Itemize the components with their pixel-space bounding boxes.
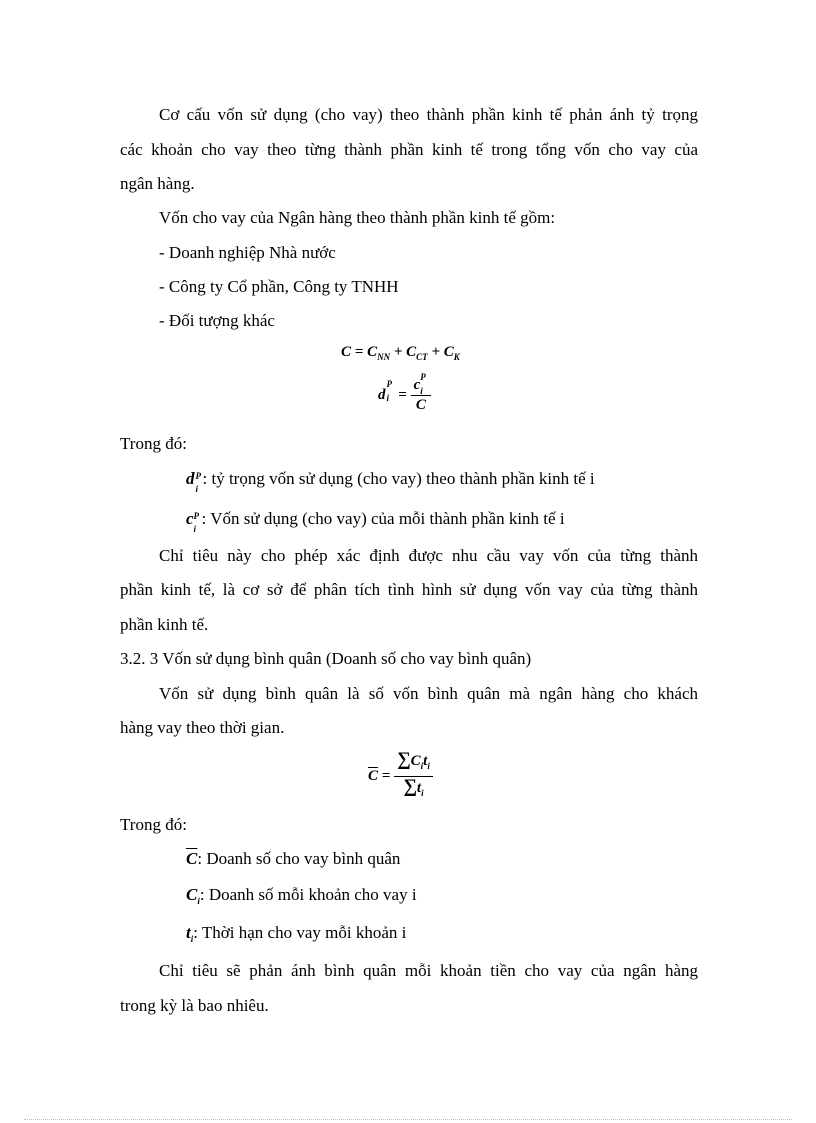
formula-3-sum-bottom: ∑ [403,776,417,797]
formula-1-term-3: C [443,344,454,360]
formula-2-d-scripts [386,378,395,403]
paragraph-3-line-3: phần kinh tế. [120,615,209,634]
formula-3-c-sub: i [420,761,424,771]
formula-1-plus-1: + [390,344,407,360]
paragraph-4-line-2: hàng vay theo thời gian. [120,718,285,737]
formula-2-d: d [378,386,386,403]
formula-1-plus-2: + [427,344,444,360]
formula-3-t-sub: i [427,761,430,771]
formula-3-sum-top: ∑ [397,749,411,770]
def-3-symbol: $\overline{C}$ [186,849,198,868]
definition-t-i [186,922,686,950]
paragraph-1-line-2: các khoản cho vay theo từng thành phần kinh tế trong tổng vốn cho vay của [120,140,698,159]
definition-c-i [186,884,686,912]
formula-2-denominator: C [415,397,426,413]
bullet-item-2: - Công ty Cổ phần, Công ty TNHH [159,277,399,296]
formula-2-c: c [413,377,421,393]
paragraph-3-line-1: Chỉ tiêu này cho phép xác định được nhu cầu vay vốn của từng thành [159,546,698,565]
definition-c-i-p [186,508,686,534]
formula-2-d-sub: i [386,392,390,403]
def-1-symbol: d [186,469,195,488]
def-5-sub: i [190,934,194,944]
formula-2-c-sub: i [420,386,423,396]
formula-3-c: C [410,753,421,769]
formula-total-capital [341,344,460,362]
formula-2-d-sup: P [386,378,392,389]
paragraph-4-line-1: Vốn sử dụng bình quân là số vốn bình quân mà ngân hàng cho khách [159,684,698,703]
formula-2-eq: = [394,386,411,403]
formula-2-c-sup: P [420,372,426,382]
def-4-sub: i [197,896,200,906]
def-1-sub: i [195,484,199,494]
formula-3-lhs: $\overline{C}$ [368,767,379,784]
paragraph-5-line-2: trong kỳ là bao nhiêu. [120,996,269,1015]
paragraph-1-line-1: Cơ cấu vốn sử dụng (cho vay) theo thành phần kinh tế phản ánh tỷ trọng [159,105,698,124]
def-3-text: : Doanh số cho vay bình quân [197,849,401,868]
def-4-text: : Doanh số mỗi khoản cho vay i [199,885,417,904]
trong-do-label-2: Trong đó: [120,815,187,834]
def-2-scripts [193,511,202,534]
formula-3-fraction [394,751,433,802]
formula-3-t: t [423,753,428,769]
paragraph-3-line-2: phần kinh tế, là cơ sở để phân tích tình hình sử dụng vốn vay của từng thành [120,580,698,599]
bullet-item-1: - Doanh nghiệp Nhà nước [159,243,336,262]
def-5-symbol: t [186,923,191,942]
bullet-item-3: - Đối tượng khác [159,311,275,330]
formula-2-c-scripts [420,372,428,396]
def-5-text: : Thời hạn cho vay mỗi khoản i [193,923,407,942]
def-4-symbol: C [186,885,198,904]
formula-2-numerator [411,372,432,396]
formula-average-capital [368,751,433,802]
formula-proportion [378,372,431,414]
formula-1-term-2-sub: CT [416,352,428,362]
formula-1-term-1-sub: NN [377,352,391,362]
formula-3-denominator [394,777,433,802]
def-1-sup: P [195,471,201,481]
def-2-symbol: c [186,509,194,528]
formula-1-term-3-sub: K [453,352,460,362]
trong-do-label-1: Trong đó: [120,434,187,453]
def-2-sup: P [193,511,200,521]
formula-3-den-t: t [416,780,422,796]
formula-1-lhs: C [341,344,352,360]
formula-3-den-t-sub: i [421,788,424,798]
formula-1-eq: = [351,344,368,360]
formula-1-term-1: C [367,344,378,360]
formula-1-term-2: C [406,344,417,360]
formula-2-fraction [411,372,432,414]
formula-3-numerator [394,751,433,777]
def-1-text: : tỷ trọng vốn sử dụng (cho vay) theo thành phần kinh tế i [202,469,595,488]
def-2-text: : Vốn sử dụng (cho vay) của mỗi thành phần kinh tế i [201,509,565,528]
paragraph-5-line-1: Chỉ tiêu sẽ phản ánh bình quân mỗi khoản tiền cho vay của ngân hàng [159,961,698,980]
formula-3-eq: = [378,767,395,784]
section-heading: 3.2. 3 Vốn sử dụng bình quân (Doanh số cho vay bình quân) [120,649,532,668]
definition-c-bar [186,848,686,870]
page-bottom-divider [24,1119,792,1120]
definition-d-i-p [186,468,686,494]
def-2-sub: i [193,524,197,534]
paragraph-1-line-3: ngân hàng. [120,174,195,193]
paragraph-2: Vốn cho vay của Ngân hàng theo thành phần kinh tế gồm: [159,208,556,227]
def-1-scripts [195,471,203,494]
